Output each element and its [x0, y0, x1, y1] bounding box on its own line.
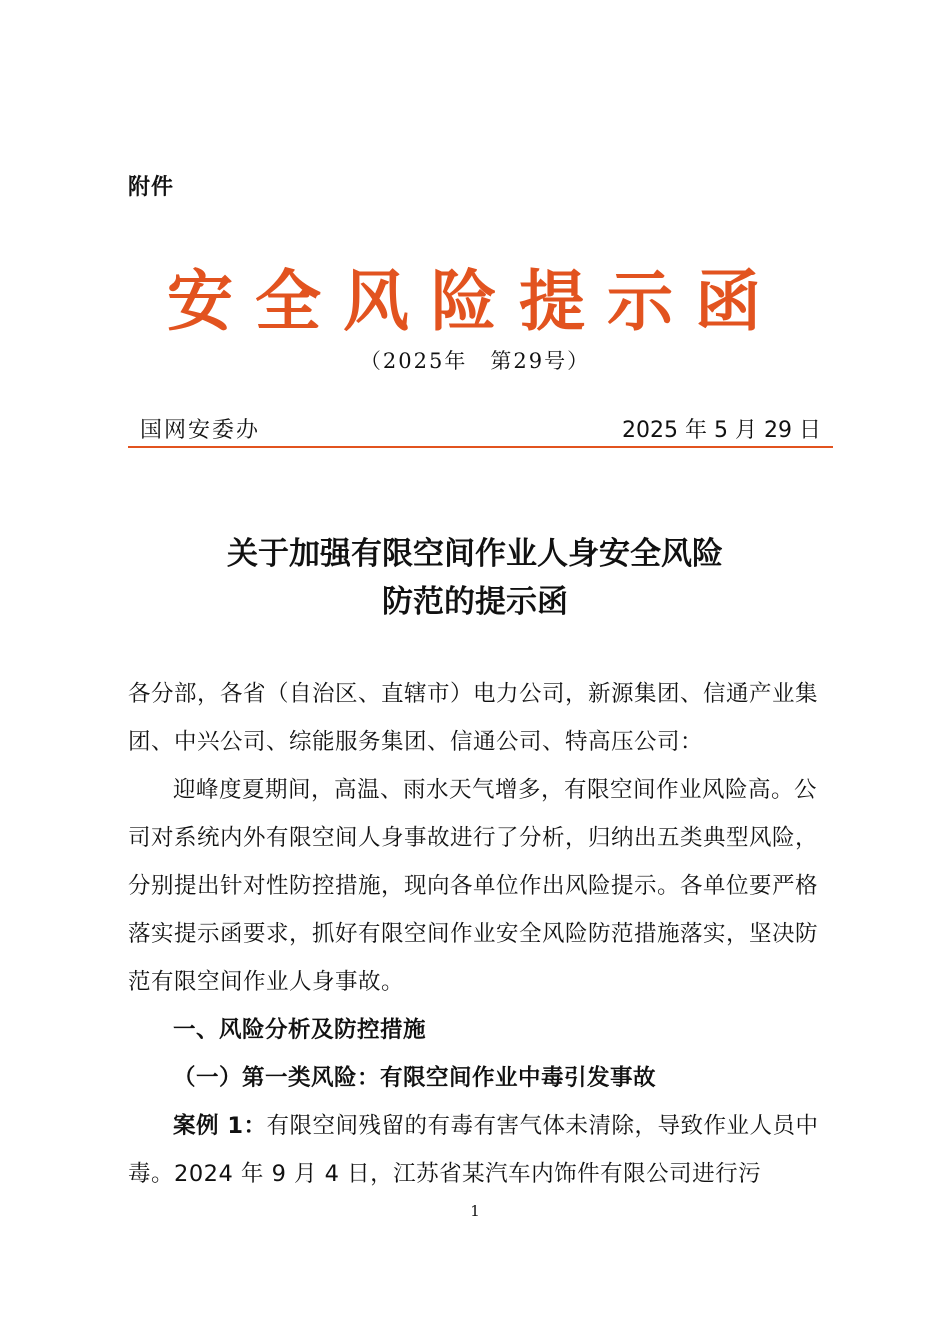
- section-heading: 一、风险分析及防控措施: [173, 1017, 427, 1043]
- issue-number: （2025年 第29号）: [359, 349, 591, 373]
- masthead-title: 安全风险提示函: [167, 262, 783, 340]
- document-body: [128, 670, 833, 1198]
- document-title-line-1: 关于加强有限空间作业人身安全风险: [227, 536, 723, 572]
- case-text: 有限空间残留的有毒有害气体未清除，导致作业人员中毒。2024 年 9 月 4 日，江苏省某汽车内饰件有限公司进行污: [128, 1113, 819, 1187]
- issue-date: 2025 年 5 月 29 日: [622, 418, 821, 443]
- intro-paragraph: 迎峰度夏期间，高温、雨水天气增多，有限空间作业风险高。公司对系统内外有限空间人身事故进行了分析，归纳出五类典型风险，分别提出针对性防控措施，现向各单位作出风险提示。各单位要严格落实提示函要求，抓好有限空间作业安全风险防范措施落实，坚决防范有限空间作业人身事故。: [128, 777, 819, 995]
- attachment-label: 附件: [128, 175, 175, 200]
- sender-line: [128, 410, 833, 448]
- case-label: 案例 1：: [173, 1113, 267, 1139]
- document-title: [120, 530, 830, 626]
- subsection-heading: （一）第一类风险：有限空间作业中毒引发事故: [173, 1065, 657, 1091]
- addressee: 各分部，各省（自治区、直辖市）电力公司，新源集团、信通产业集团、中兴公司、综能服务集团、信通公司、特高压公司：: [128, 681, 819, 755]
- document-title-line-2: 防范的提示函: [382, 584, 568, 620]
- case-paragraph: [128, 1102, 833, 1198]
- sender-name: 国网安委办: [140, 418, 261, 443]
- page-number: 1: [470, 1202, 480, 1220]
